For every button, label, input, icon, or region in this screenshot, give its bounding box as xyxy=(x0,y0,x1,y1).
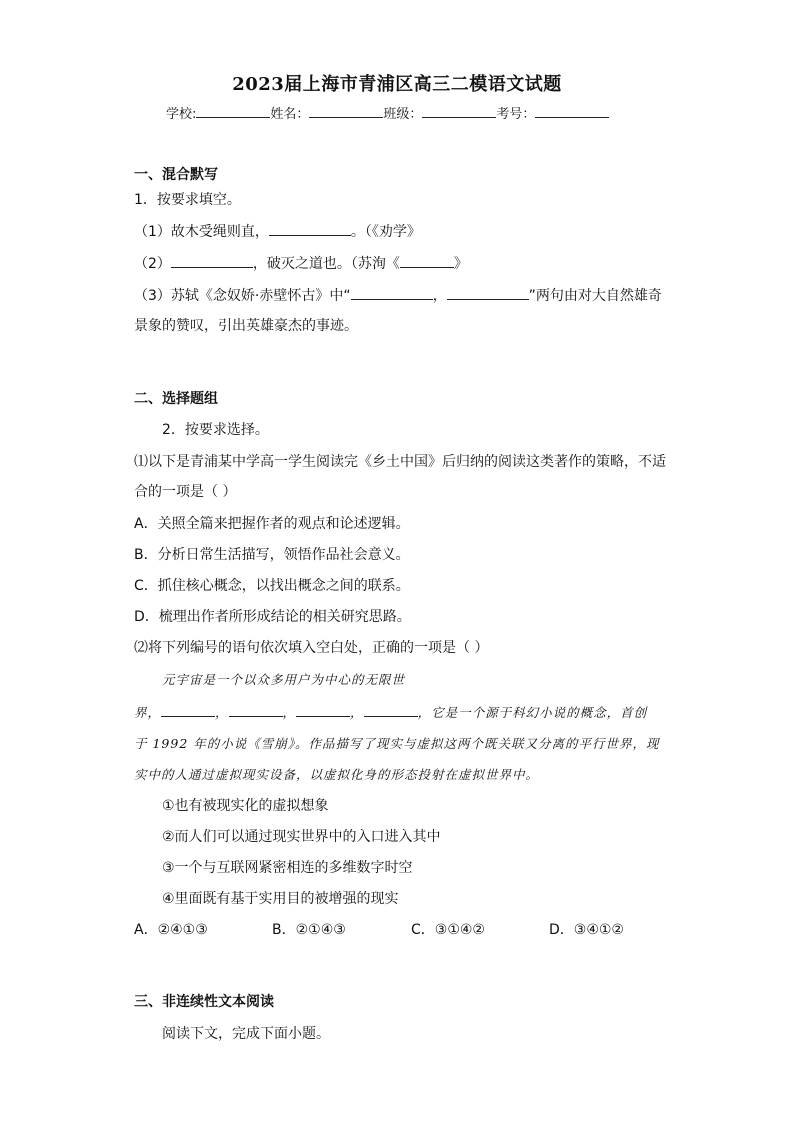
passage-comma-3: ， xyxy=(350,705,364,720)
clause-4: ④里面既有基于实用目的被增强的现实 xyxy=(162,891,399,907)
q2-sub1-option-b[interactable]: B．分析日常生活描写，领悟作品社会意义。 xyxy=(134,547,410,563)
name-label: 姓名： xyxy=(270,107,310,122)
q1-item-2 xyxy=(134,253,468,274)
q2-sub1-line2: 合的一项是（ ） xyxy=(134,484,237,500)
passage-blank-1[interactable] xyxy=(161,702,215,717)
clause-2: ②而人们可以通过现实世界中的入口进入其中 xyxy=(162,829,441,845)
name-blank[interactable] xyxy=(309,103,383,118)
q1-item-3-blank-1[interactable] xyxy=(351,285,433,300)
question-1-stem: 1．按要求填空。 xyxy=(134,192,241,208)
q1-item-2-number: （2） xyxy=(134,256,171,272)
q2-sub1-line1: ⑴以下是青浦某中学高一学生阅读完《乡土中国》后归纳的阅读这类著作的策略，不适 xyxy=(134,454,666,470)
q1-item-2-title-blank[interactable] xyxy=(400,253,454,268)
passage-line-2 xyxy=(134,702,647,723)
passage-blank-2[interactable] xyxy=(229,702,283,717)
passage-line-3: 于 1992 年的小说《雪崩》。作品描写了现实与虚拟这两个既关联又分离的平行世界，现 xyxy=(134,736,660,751)
school-label: 学校: xyxy=(166,107,197,122)
clause-1: ①也有被现实化的虚拟想象 xyxy=(162,798,329,814)
class-label: 班级： xyxy=(383,107,423,122)
section1-heading: 一、混合默写 xyxy=(134,167,218,183)
passage-line-1: 元宇宙是一个以众多用户为中心的无限世 xyxy=(162,672,406,687)
passage-comma-1: ， xyxy=(215,705,229,720)
q2-sub2-choice-b[interactable]: B．②①④③ xyxy=(272,922,346,938)
q1-item-1-source: 。（《劝学》 xyxy=(350,224,421,240)
q2-sub2-choice-a[interactable]: A．②④①③ xyxy=(134,922,208,938)
passage-line-2-end: ，它是一个源于科幻小说的概念，首创 xyxy=(417,705,648,720)
clause-3: ③一个与互联网紧密相连的多维数字时空 xyxy=(162,860,413,876)
passage-comma-2: ， xyxy=(282,705,297,720)
q1-item-2-text: ，破灭之道也。（苏洵《 xyxy=(252,256,400,272)
q1-item-3-text: （3）苏轼《念奴娇·赤壁怀古》中“ xyxy=(134,288,351,304)
q1-item-3-text-end: ”两句由对大自然雄奇 xyxy=(528,288,662,304)
id-blank[interactable] xyxy=(535,103,609,118)
q1-item-1-blank[interactable] xyxy=(269,221,351,236)
q1-item-3-continuation: 景象的赞叹，引出英雄豪杰的事迹。 xyxy=(134,318,358,334)
q2-sub1-option-a[interactable]: A．关照全篇来把握作者的观点和论述逻辑。 xyxy=(134,516,410,532)
id-label: 考号： xyxy=(496,107,536,122)
q1-item-2-close: 》 xyxy=(453,256,468,272)
q2-sub1-option-d[interactable]: D．梳理出作者所形成结论的相关研究思路。 xyxy=(134,609,411,625)
student-info-line xyxy=(166,103,609,122)
q1-item-1-text: （1）故木受绳则直， xyxy=(134,224,269,240)
class-blank[interactable] xyxy=(422,103,496,118)
q1-item-1 xyxy=(134,221,421,242)
q1-item-2-blank[interactable] xyxy=(171,253,253,268)
passage-blank-3[interactable] xyxy=(296,702,350,717)
exam-title: 2023届上海市青浦区高三二模语文试题 xyxy=(232,74,562,95)
q1-item-3 xyxy=(134,285,662,306)
passage-blank-4[interactable] xyxy=(364,702,418,717)
section3-heading: 三、非连续性文本阅读 xyxy=(134,994,274,1010)
q1-item-3-comma: ， xyxy=(432,288,447,304)
question-2-stem: 2．按要求选择。 xyxy=(162,422,269,438)
q2-sub2-choice-c[interactable]: C．③①④② xyxy=(411,922,485,938)
passage-line-2-start: 界， xyxy=(134,705,162,720)
q2-sub2-choice-d[interactable]: D．③④①② xyxy=(549,922,624,938)
q2-sub2-stem: ⑵将下列编号的语句依次填入空白处，正确的一项是（ ） xyxy=(134,640,489,656)
q2-sub1-option-c[interactable]: C．抓住核心概念，以找出概念之间的联系。 xyxy=(134,578,410,594)
section3-instruction: 阅读下文，完成下面小题。 xyxy=(162,1026,330,1042)
passage-line-4: 实中的人通过虚拟现实设备，以虚拟化身的形态投射在虚拟世界中。 xyxy=(134,767,540,782)
q1-item-3-blank-2[interactable] xyxy=(447,285,529,300)
school-blank[interactable] xyxy=(196,103,270,118)
section2-heading: 二、选择题组 xyxy=(134,391,218,407)
